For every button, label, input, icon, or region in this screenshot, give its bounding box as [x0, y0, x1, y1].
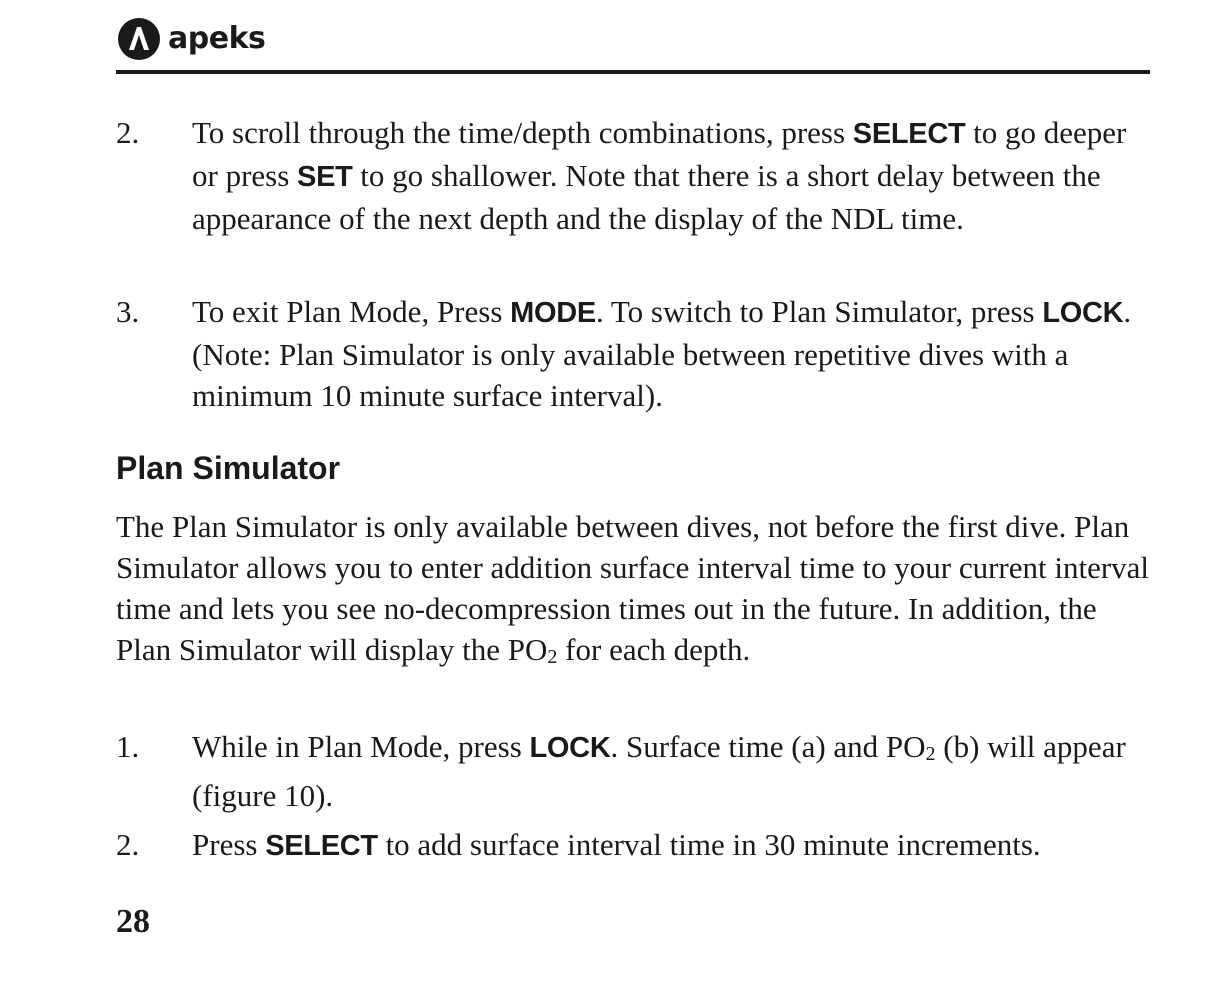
button-name: SELECT — [265, 830, 378, 862]
apeks-logo — [116, 14, 265, 64]
step-number: 2. — [116, 827, 140, 862]
button-name: SELECT — [852, 118, 966, 150]
step-text: Press SELECT to add surface interval time in 30 minute increments. — [192, 827, 1041, 862]
section-heading: Plan Simulator — [116, 450, 341, 486]
button-name: LOCK — [1042, 297, 1124, 329]
subscript: 2 — [547, 646, 558, 668]
step-number: 2. — [116, 115, 140, 150]
button-name: LOCK — [529, 732, 611, 764]
page-header — [116, 14, 1150, 74]
step-text: To scroll through the time/depth combinations, press SELECT to go deeper or press SET to go shallower. Note that there is a short delay between the appearance of the next depth and the display of the NDL time. — [192, 115, 1127, 236]
step-number: 1. — [116, 729, 140, 764]
brand-name: apeks — [168, 21, 266, 56]
header-rule — [116, 70, 1150, 74]
step-text: While in Plan Mode, press LOCK. Surface time (a) and $PO_2$ (b) will appear (figure 10). — [192, 729, 1126, 813]
section-intro: The Plan Simulator is only available between dives, not before the first dive. Plan Simulator allows you to enter addition surface interval time to your current interval time and lets you see no-decompression times out in the future. In addition, the Plan Simulator will display the $PO_2$ for each depth. — [116, 509, 1150, 668]
button-name: SET — [297, 161, 353, 193]
page-number: 28 — [116, 903, 150, 940]
button-name: MODE — [510, 297, 596, 329]
apeks-logo-icon — [116, 16, 162, 62]
subscript: 2 — [925, 743, 936, 765]
step-number: 3. — [116, 294, 140, 329]
step-text: To exit Plan Mode, Press MODE. To switch to Plan Simulator, press LOCK. (Note: Plan Simulator is only available between repetitive dives with a minimum 10 minute surface interval). — [192, 294, 1132, 413]
